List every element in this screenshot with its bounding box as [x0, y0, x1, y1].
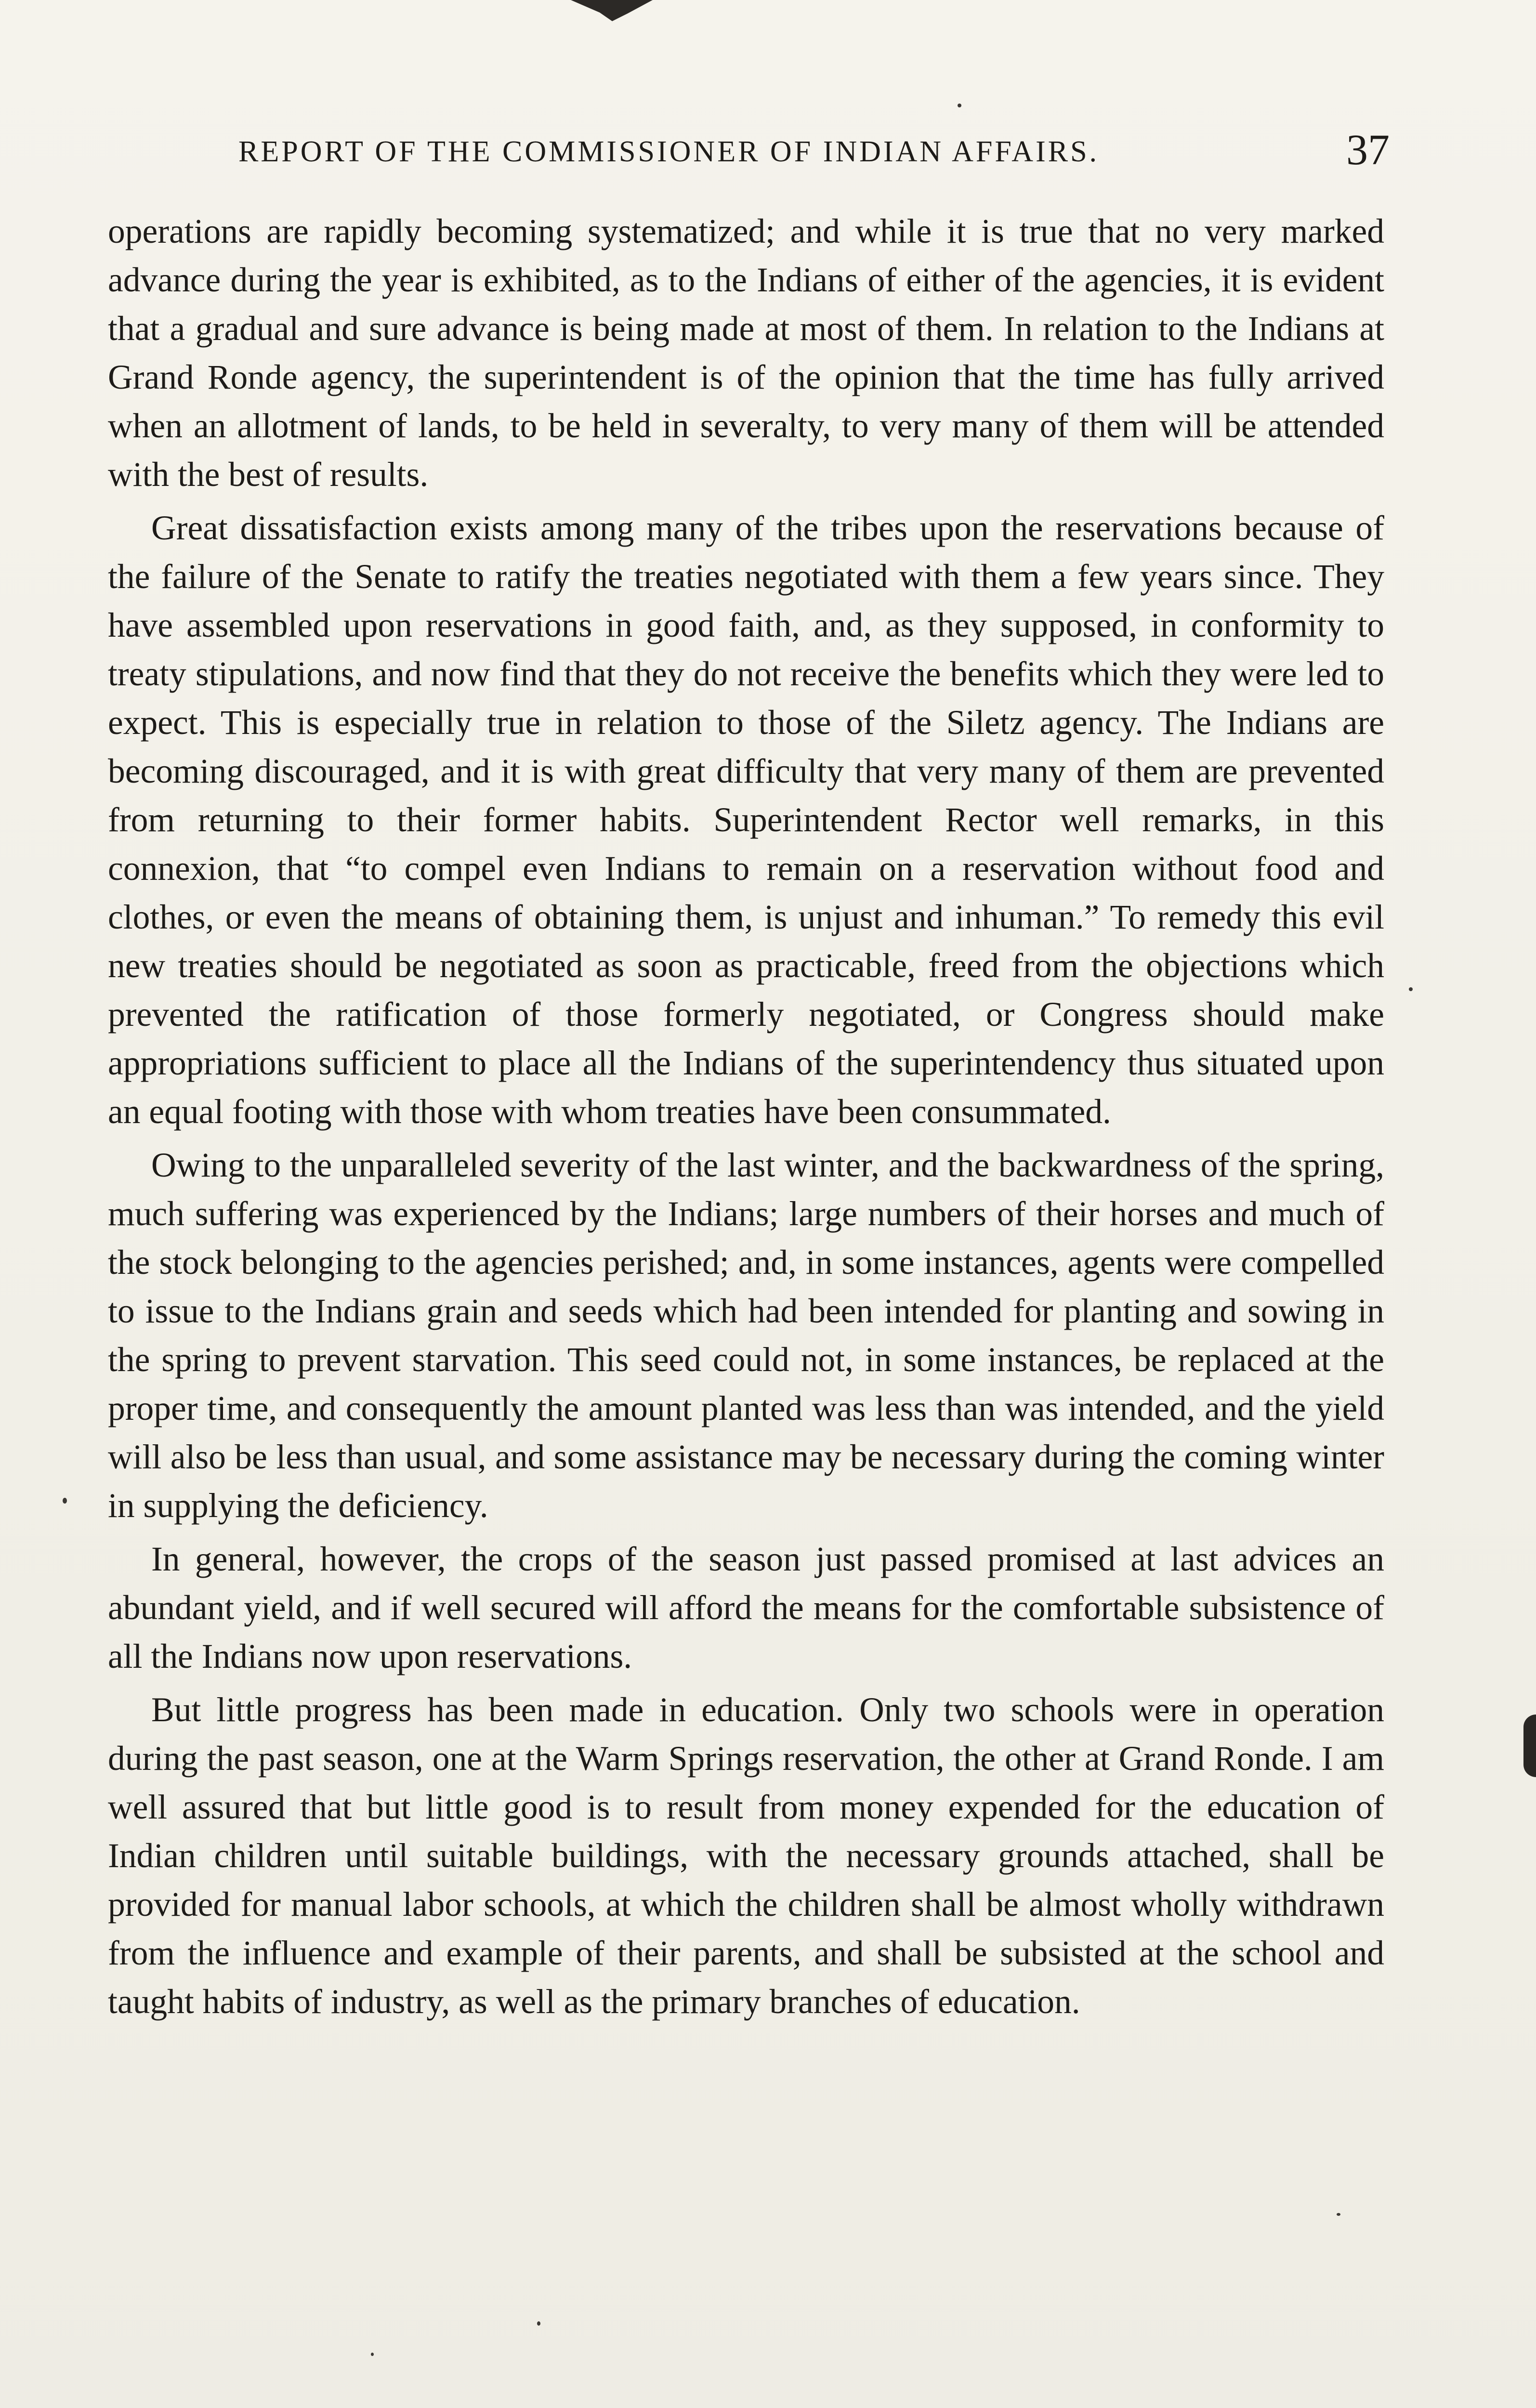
- paragraph-crops: In general, however, the crops of the season just passed promised at last advices an abundant yield, and if well secured will afford the means for the comfortable subsistence of all the Indians now upon reservations.: [108, 1540, 1384, 1675]
- paragraph-operations: operations are rapidly becoming systematized; and while it is true that no very marked advance during the year is exhibited, as to the Indians of either of the agencies, it is evident that a gradual and sure advance is being made at most of them. In relation to the Indians at Grand Ronde agency, the superintendent is of the opinion that the time has fully arrived when an allotment of lands, to be held in severalty, to very many of them will be attended with the best of results.: [108, 212, 1384, 494]
- running-head-title: REPORT OF THE COMMISSIONER OF INDIAN AFFAIRS.: [238, 135, 1100, 168]
- paragraph-dissatisfaction: Great dissatisfaction exists among many of the tribes upon the reservations because of the failure of the Senate to ratify the treaties negotiated with them a few years since. They have assembled upon reservations in good faith, and, as they supposed, in conformity to treaty stipulations, and now find that they do not receive the benefits which they were led to expect. This is especially true in relation to those of the Siletz agency. The Indians are becoming discouraged, and it is with great difficulty that very many of them are prevented from returning to their former habits. Superintendent Rector well remarks, in this connexion, that “to compel even Indians to remain on a reservation without food and clothes, or even the means of obtaining them, is unjust and inhuman.” To remedy this evil new treaties should be negotiated as soon as practicable, freed from the objections which prevented the ratification of those formerly negotiated, or Congress should make appropriations sufficient to place all the Indians of the superintendency thus situated upon an equal footing with those with whom treaties have been consummated.: [108, 509, 1384, 1131]
- paper-speck: [371, 2353, 374, 2356]
- paragraph-severe-winter: Owing to the unparalleled severity of the last winter, and the backwardness of the spring, much suffering was experienced by the Indians; large numbers of their horses and much of the stock belonging to the agencies perished; and, in some instances, agents were compelled to issue to the Indians grain and seeds which had been intended for planting and sowing in the spring to prevent starvation. This seed could not, in some instances, be replaced at the proper time, and consequently the amount planted was less than was intended, and the yield will also be less than usual, and some assistance may be necessary during the coming winter in supplying the deficiency.: [108, 1146, 1384, 1525]
- paper-speck: [958, 104, 961, 107]
- paper-speck: [1337, 2213, 1340, 2216]
- paragraph-education: But little progress has been made in education. Only two schools were in operation during the past season, one at the Warm Springs reservation, the other at Grand Ronde. I am well assured that but little good is to result from money expended for the education of Indian children until suitable buildings, with the necessary grounds attached, shall be provided for manual labor schools, at which the children shall be almost wholly withdrawn from the influence and example of their parents, and shall be subsisted at the school and taught habits of industry, as well as the primary branches of education.: [108, 1691, 1384, 2021]
- page-edge-mark: [1523, 1714, 1536, 1777]
- running-head: [108, 121, 1390, 174]
- page-number: 37: [1346, 126, 1390, 174]
- body-text: [108, 207, 1384, 2031]
- paper-speck: [63, 1498, 67, 1504]
- paper-speck: [1409, 987, 1413, 991]
- binding-notch-mark: [571, 0, 653, 24]
- paper-speck: [537, 2321, 540, 2326]
